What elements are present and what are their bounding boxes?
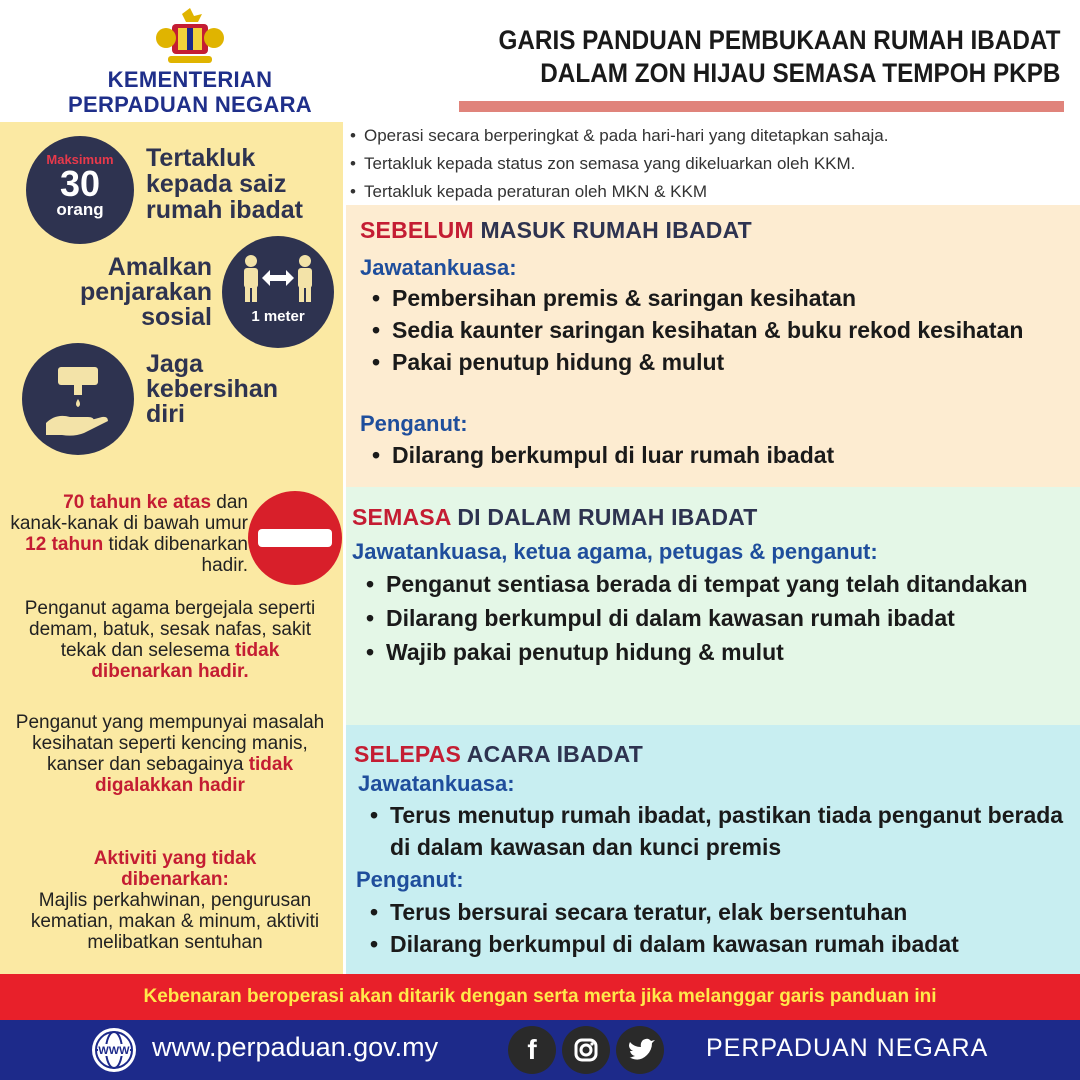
age-text: tidak dibenarkan hadir. (103, 534, 248, 576)
section-before-title (360, 217, 752, 244)
followers-label: Penganut: (360, 411, 468, 436)
ministry-name-line1: KEMENTERIAN (107, 67, 273, 92)
list-item: • Sedia kaunter saringan kesihatan & buku rekod kesihatan (362, 314, 1042, 346)
list-item: • Dilarang berkumpul di dalam kawasan rumah ibadat (360, 928, 1065, 960)
distance-label: 1 meter (251, 308, 305, 325)
list-item: • Pakai penutup hidung & mulut (362, 346, 1042, 378)
www-icon-label: WWW (98, 1045, 130, 1057)
ministry-name-line2: PERPADUAN NEGARA (68, 92, 312, 117)
followers-list (360, 896, 1065, 960)
symptoms-highlight: tidak dibenarkan hadir. (91, 640, 280, 682)
section-before-heading: MASUK RUMAH IBADAT (473, 217, 752, 243)
facebook-icon[interactable]: f (508, 1026, 556, 1074)
list-item: • Dilarang berkumpul di dalam kawasan rumah ibadat (356, 601, 1056, 635)
committee-label: Jawatankuasa: (358, 771, 515, 796)
capacity-unit: orang (56, 200, 104, 219)
capacity-text (146, 145, 303, 223)
section-before (346, 205, 1080, 487)
hygiene-text-line: kebersihan (146, 375, 279, 403)
banned-activities (10, 848, 340, 953)
section-before-highlight: SEBELUM (360, 217, 474, 243)
section-after-title (354, 741, 643, 768)
page-title (498, 24, 1060, 90)
title-underline (459, 101, 1064, 112)
hygiene-text-line: Jaga (146, 350, 203, 378)
ministry-logo (40, 6, 340, 116)
footer (0, 1020, 1080, 1080)
list-item: • Pembersihan premis & saringan kesihatan (362, 282, 1042, 314)
distancing-text-line: sosial (141, 303, 212, 331)
twitter-glyph (616, 1026, 664, 1074)
website-link[interactable]: www.perpaduan.gov.my (152, 1032, 439, 1062)
committee-label: Jawatankuasa: (360, 255, 517, 280)
capacity-text-line: kepada saiz (146, 170, 287, 198)
age-highlight: 70 tahun ke atas (63, 492, 212, 513)
hygiene-text (146, 352, 278, 427)
section-after (346, 725, 1080, 974)
footer-brand: PERPADUAN NEGARA (706, 1034, 989, 1062)
capacity-prefix: Maksimum (46, 152, 114, 167)
list-item: • Penganut sentiasa berada di tempat yang telah ditandakan (356, 567, 1056, 601)
activities-text: Majlis perkahwinan, pengurusan kematian, makan & minum, aktiviti melibatkan sentuhan (30, 890, 320, 953)
section-after-heading: ACARA IBADAT (461, 741, 643, 767)
capacity-number: 30 (59, 163, 101, 204)
followers-label: Penganut: (356, 867, 464, 892)
list-item: • Terus bersurai secara teratur, elak bersentuhan (360, 896, 1065, 928)
distancing-badge (222, 236, 334, 348)
activities-title: Aktiviti yang tidak dibenarkan: (93, 848, 257, 890)
list-item: • Dilarang berkumpul di luar rumah ibadat (362, 439, 1042, 471)
capacity-badge (26, 136, 134, 244)
age-highlight: 12 tahun (25, 534, 104, 555)
capacity-text-line: Tertakluk (146, 144, 256, 172)
twitter-icon[interactable] (616, 1026, 664, 1074)
no-entry-icon (248, 491, 342, 585)
followers-list (362, 439, 1042, 471)
malaysia-crest-icon (154, 6, 226, 66)
instagram-glyph (562, 1026, 610, 1074)
committee-list (360, 799, 1065, 863)
instagram-icon[interactable] (562, 1026, 610, 1074)
distancing-text-line: penjarakan (79, 278, 212, 306)
committee-list (362, 282, 1042, 378)
header (0, 0, 1080, 122)
section-after-highlight: SELEPAS (354, 741, 462, 767)
health-body: Penganut yang mempunyai masalah kesihatan seperti kencing manis, kanser dan sebagainya (15, 712, 325, 775)
title-line2: DALAM ZON HIJAU SEMASA TEMPOH PKPB (539, 58, 1060, 88)
hygiene-badge (22, 343, 134, 455)
rule-item: • Tertakluk kepada peraturan oleh MKN & KKM (346, 178, 1080, 206)
warning-banner: Kebenaran beroperasi akan ditarik dengan serta merta jika melanggar garis panduan ini (0, 974, 1080, 1020)
section-during-heading: DI DALAM RUMAH IBADAT (450, 504, 758, 530)
rule-item: • Tertakluk kepada status zon semasa yang dikeluarkan oleh KKM. (346, 150, 1080, 178)
section-during-highlight: SEMASA (352, 504, 451, 530)
hand-wash-icon (38, 359, 118, 439)
hygiene-text-line: diri (146, 400, 185, 428)
distancing-text (60, 255, 212, 330)
health-condition-text (10, 712, 330, 796)
health-highlight: tidak digalakkan hadir (95, 754, 294, 796)
section-during-title (352, 504, 758, 531)
rule-item: • Operasi secara berperingkat & pada hari-hari yang ditetapkan sahaja. (346, 122, 1080, 150)
title-line1: GARIS PANDUAN PEMBUKAAN RUMAH IBADAT (497, 25, 1060, 55)
during-list (356, 567, 1056, 669)
symptoms-body: Penganut agama bergejala seperti demam, batuk, sesak nafas, sakit tekak dan selesema (24, 598, 316, 661)
age-text: dan kanak-kanak di bawah umur (10, 492, 248, 534)
participants-label: Jawatankuasa, ketua agama, petugas & penganut: (352, 539, 878, 564)
social-distance-icon (239, 254, 317, 304)
age-restriction-text (10, 492, 248, 576)
section-during (346, 487, 1080, 725)
www-globe-icon (92, 1028, 136, 1072)
list-item: • Terus menutup rumah ibadat, pastikan tiada penganut berada di dalam kawasan dan kunci premis (360, 799, 1065, 863)
capacity-text-line: rumah ibadat (146, 196, 303, 224)
list-item: • Wajib pakai penutup hidung & mulut (356, 635, 1056, 669)
globe-icon (92, 1028, 136, 1072)
general-rules (346, 122, 1080, 204)
distancing-text-line: Amalkan (107, 253, 212, 281)
symptoms-text (10, 598, 330, 682)
